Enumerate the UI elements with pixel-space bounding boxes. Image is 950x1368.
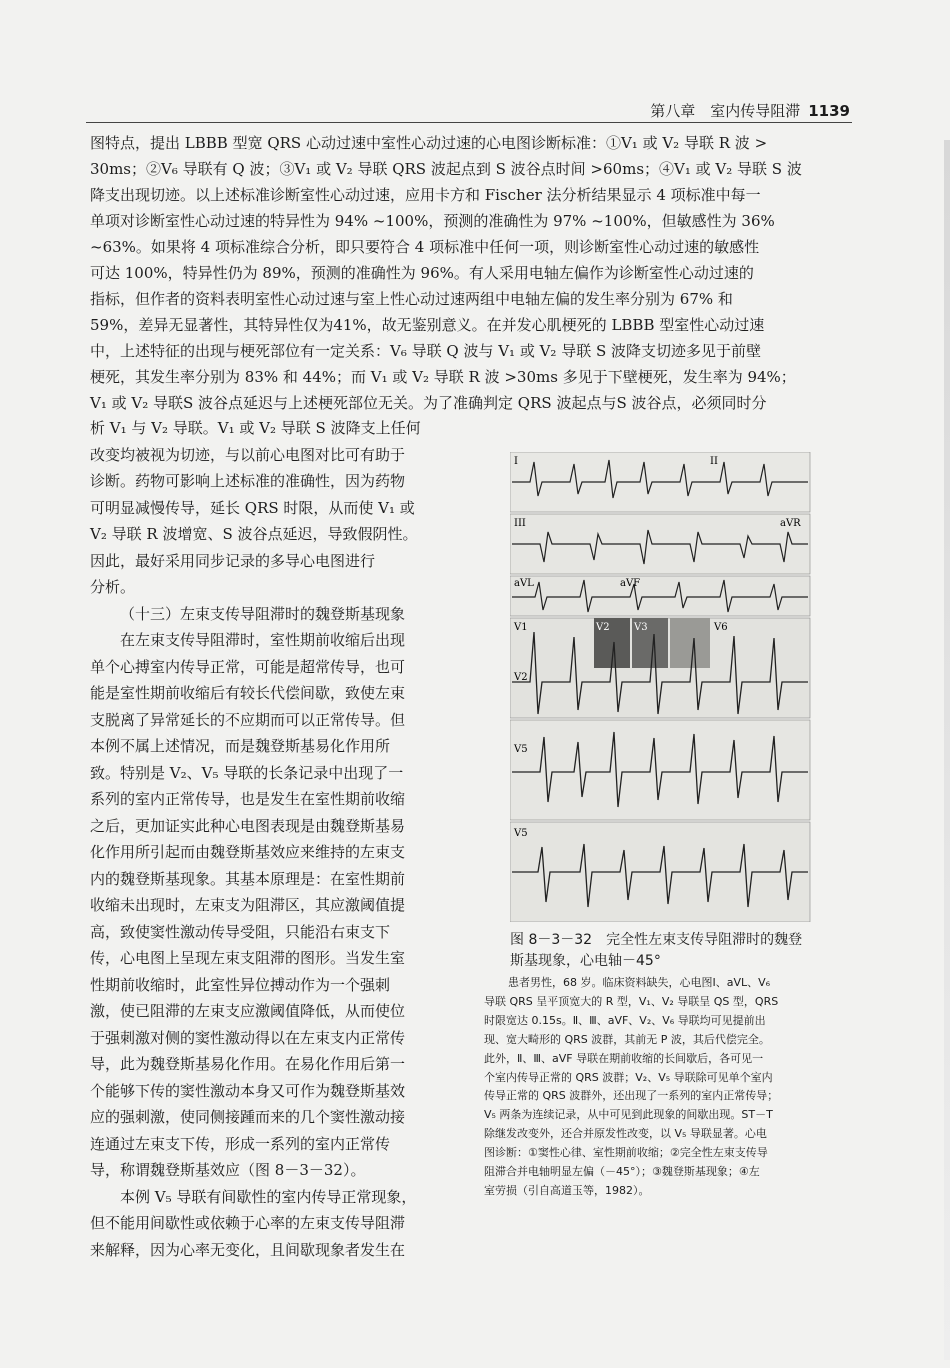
ecg-strips <box>510 452 840 922</box>
paragraph-line: 传，心电图上呈现左束支阻滞的图形。当发生室 <box>90 949 406 967</box>
paragraph-line: 来解释，因为心率无变化，且间歇现象者发生在 <box>90 1240 406 1259</box>
paragraph-line: 59%，差异无显著性，其特异性仅为41%，故无鉴别意义。在并发心肌梗死的 LBBB 型室性心动过速 <box>90 316 765 334</box>
paragraph-line: 可明显减慢传导，延长 QRS 时限，从而使 V₁ 或 <box>90 498 415 517</box>
note-line: 图诊断：①窦性心律、室性期前收缩；②完全性左束支传导 <box>484 1146 768 1160</box>
header-divider <box>86 122 852 123</box>
paragraph-line: 因此，最好采用同步记录的多导心电图进行 <box>90 551 376 570</box>
paragraph-line: 能是室性期前收缩后有较长代偿间歇，致使左束 <box>90 684 406 702</box>
paragraph-line: （十三）左束支传导阻滞时的魏登斯基现象 <box>120 604 406 623</box>
lead-label: V1 <box>514 622 528 633</box>
paragraph-line: V₂ 导联 R 波增宽、S 波谷点延迟，导致假阴性。 <box>90 525 418 543</box>
note-line: 传导正常的 QRS 波群外，还出现了一系列的室内正常传导； <box>484 1089 779 1103</box>
lead-label: V5 <box>514 744 528 755</box>
paragraph-line: 系列的室内正常传导，也是发生在室性期前收缩 <box>90 790 406 808</box>
lead-label: aVR <box>780 518 801 529</box>
note-line: 时限宽达 0.15s。Ⅱ、Ⅲ、aVF、V₂、V₆ 导联均可见提前出 <box>484 1013 766 1027</box>
paragraph-line: 之后，更加证实此种心电图表现是由魏登斯基易 <box>90 816 406 835</box>
paragraph-line: 析 V₁ 与 V₂ 导联。V₁ 或 V₂ 导联 S 波降支上任何 <box>90 419 421 437</box>
lead-label: II <box>710 456 718 467</box>
paragraph-line: 在左束支传导阻滞时，室性期前收缩后出现 <box>120 631 406 649</box>
paragraph-line: 高，致使窦性激动传导受阻，只能沿右束支下 <box>90 922 391 941</box>
paragraph-line: 改变均被视为切迹，与以前心电图对比可有助于 <box>90 445 406 464</box>
paragraph-line: 个能够下传的窦性激动本身又可作为魏登斯基效 <box>90 1081 406 1100</box>
note-line: 室劳损（引自高道玉等，1982）。 <box>484 1183 650 1197</box>
paragraph-line: 中，上述特征的出现与梗死部位有一定关系：V₆ 导联 Q 波与 V₁ 或 V₂ 导联 S 波降支切迹多见于前壁 <box>90 342 762 360</box>
paragraph-line: 化作用所引起而由魏登斯基效应来维持的左束支 <box>90 843 406 861</box>
paragraph-line: 可达 100%，特异性仍为 89%，预测的准确性为 96%。有人采用电轴左偏作为诊断室性心动过速的 <box>90 264 754 282</box>
paragraph-line: 分析。 <box>90 578 136 596</box>
note-line: 现、宽大畸形的 QRS 波群，其前无 P 波，其后代偿完全。 <box>484 1032 770 1046</box>
lead-label: V2 <box>514 672 528 683</box>
caption-title-line: 图 8－3－32 完全性左束支传导阻滞时的魏登 <box>510 932 803 948</box>
paragraph-line: 连通过左束支下传，形成一系列的室内正常传 <box>90 1134 391 1153</box>
paragraph-line: 应的强刺激，使同侧接踵而来的几个窦性激动接 <box>90 1108 406 1126</box>
paragraph-line: 30ms；②V₆ 导联有 Q 波；③V₁ 或 V₂ 导联 QRS 波起点到 S 波谷点时间 >60ms；④V₁ 或 V₂ 导联 S 波 <box>90 160 802 178</box>
paragraph-line: 梗死，其发生率分别为 83% 和 44%；而 V₁ 或 V₂ 导联 R 波 >30ms 多见于下壁梗死，发生率为 94%； <box>90 368 796 386</box>
paragraph-line: 致。特别是 V₂、V₅ 导联的长条记录中出现了一 <box>90 763 404 782</box>
paragraph-line: 激，使已阻滞的左束支应激阈值降低，从而使位 <box>90 1002 406 1020</box>
note-line: 此外，Ⅱ、Ⅲ、aVF 导联在期前收缩的长间歇后，各可见一 <box>484 1051 764 1065</box>
paragraph-line: 但不能用间歇性或依赖于心率的左束支传导阻滞 <box>90 1214 406 1232</box>
figure-caption <box>510 930 840 972</box>
running-header <box>560 100 850 121</box>
lead-label: aVF <box>620 578 641 589</box>
caption-title-line: 斯基现象，心电轴－45° <box>510 953 661 969</box>
left-column-text <box>90 415 462 1263</box>
paragraph-line: 降支出现切迹。以上述标准诊断室性心动过速，应用卡方和 Fischer 法分析结果显示 4 项标准中每一 <box>90 186 761 204</box>
lead-label: I <box>514 456 518 467</box>
lead-label: III <box>514 518 526 529</box>
top-paragraph <box>90 130 852 416</box>
note-line: 个室内传导正常的 QRS 波群；V₂、V₅ 导联除可见单个室内 <box>484 1070 773 1084</box>
paragraph-line: 收缩未出现时，左束支为阻滞区，其应激阈值提 <box>90 896 406 914</box>
ecg-figure <box>510 452 840 922</box>
paragraph-line: 内的魏登斯基现象。其基本原理是：在室性期前 <box>90 869 406 888</box>
note-line: 阻滞合并电轴明显左偏（－45°）；③魏登斯基现象；④左 <box>484 1165 760 1179</box>
paragraph-line: 诊断。药物可影响上述标准的准确性，因为药物 <box>90 472 406 490</box>
chapter-title: 第八章 室内传导阻滞 <box>650 102 801 120</box>
lead-label: V3 <box>634 622 648 633</box>
paragraph-line: 支脱离了异常延长的不应期而可以正常传导。但 <box>90 710 406 729</box>
paragraph-line: ~63%。如果将 4 项标准综合分析，即只要符合 4 项标准中任何一项，则诊断室性心动过速的敏感性 <box>90 238 760 256</box>
lead-label: aVL <box>514 578 534 589</box>
note-line: 患者男性，68 岁。临床资料缺失，心电图Ⅰ、aVL、V₆ <box>508 976 771 989</box>
paragraph-line: 本例不属上述情况，而是魏登斯基易化作用所 <box>90 737 391 755</box>
note-line: 导联 QRS 呈平顶宽大的 R 型，V₁、V₂ 导联呈 QS 型，QRS <box>484 994 779 1008</box>
paragraph-line: 导，称谓魏登斯基效应（图 8－3－32）。 <box>90 1161 366 1179</box>
paragraph-line: 图特点，提出 LBBB 型宽 QRS 心动过速中室性心动过速的心电图诊断标准：①V₁ 或 V₂ 导联 R 波 > <box>90 134 768 152</box>
lead-label: V2 <box>596 622 610 633</box>
note-line: 除继发改变外，还合并原发性改变，以 V₅ 导联显著。心电 <box>484 1127 767 1141</box>
lead-label: V5 <box>514 828 528 839</box>
paragraph-line: 单项对诊断室性心动过速的特异性为 94% ~100%，预测的准确性为 97% ~100%，但敏感性为 36% <box>90 212 775 230</box>
lead-label: V6 <box>714 622 728 633</box>
paragraph-line: 本例 V₅ 导联有间歇性的室内传导正常现象， <box>120 1187 417 1206</box>
page-number: 1139 <box>808 102 850 120</box>
note-line: V₅ 两条为连续记录，从中可见到此现象的间歇出现。ST－T <box>484 1108 773 1122</box>
paragraph-line: 单个心搏室内传导正常，可能是超常传导，也可 <box>90 657 406 676</box>
paragraph-line: 指标，但作者的资料表明室性心动过速与室上性心动过速两组中电轴左偏的发生率分别为 67% 和 <box>90 290 733 308</box>
paragraph-line: 性期前收缩时，此室性异位搏动作为一个强刺 <box>90 975 391 994</box>
paragraph-line: 导，此为魏登斯基易化作用。在易化作用后第一 <box>90 1055 406 1073</box>
scan-edge-shadow <box>944 140 950 1360</box>
paragraph-line: V₁ 或 V₂ 导联S 波谷点延迟与上述梗死部位无关。为了准确判定 QRS 波起点与S 波谷点，必须同时分 <box>90 394 767 412</box>
figure-notes <box>484 974 829 1201</box>
paragraph-line: 于强刺激对侧的窦性激动得以在左束支内正常传 <box>90 1028 406 1047</box>
